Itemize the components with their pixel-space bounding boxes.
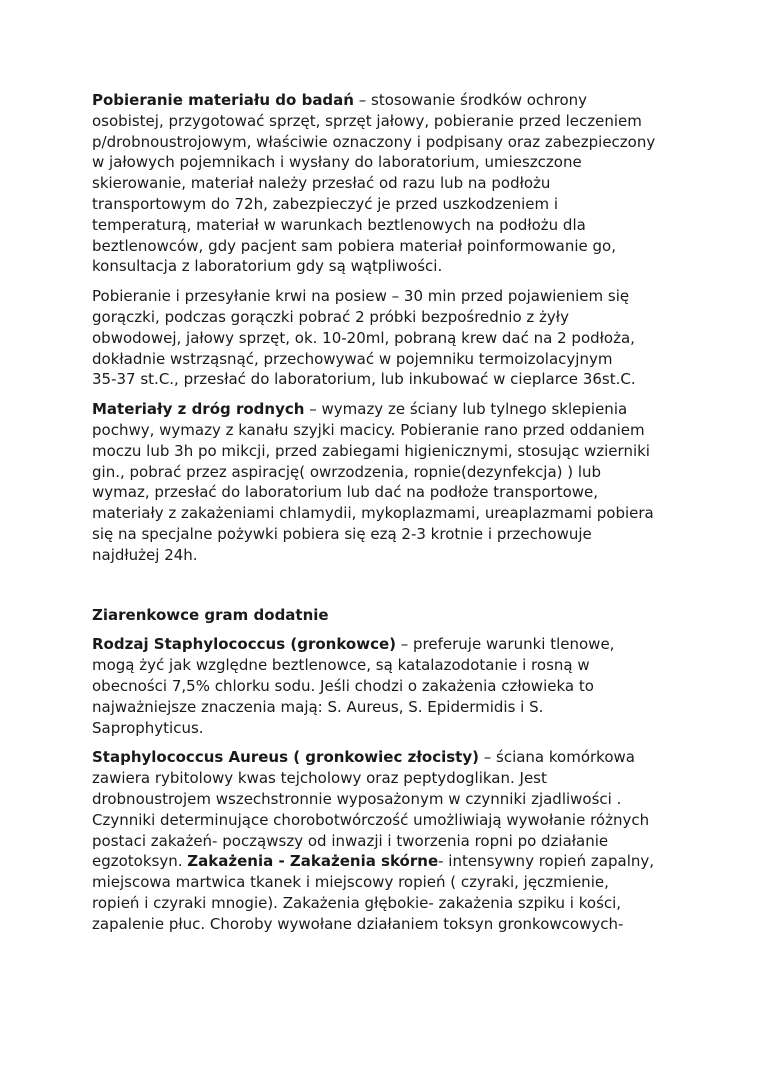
text-run: osobistej, przygotować sprzęt, sprzęt jałowy, pobieranie przed leczeniem <box>92 111 642 130</box>
text-run: – ściana komórkowa <box>478 748 635 767</box>
text-line <box>92 194 682 215</box>
bold-term: Pobieranie materiału do badań <box>92 91 354 109</box>
text-line <box>92 420 682 441</box>
text-run: – stosowanie środków ochrony <box>353 91 588 109</box>
text-run: gin., pobrać przez aspirację( owrzodzenia, ropnie(dezynfekcja) ) lub <box>92 462 602 481</box>
section-specimen-collection <box>92 90 682 566</box>
text-run: p/drobnoustrojowym, właściwie oznaczony i podpisany oraz zabezpieczony <box>92 132 656 151</box>
text-line <box>92 914 682 935</box>
bold-term: Staphylococcus Aureus ( gronkowiec złocisty) <box>92 748 479 767</box>
text-run: pochwy, wymazy z kanału szyjki macicy. Pobieranie rano przed oddaniem <box>92 420 645 439</box>
text-line <box>92 503 682 524</box>
text-run: materiały z zakażeniami chlamydii, mykoplazmami, ureaplazmami pobiera <box>92 504 654 523</box>
text-line <box>92 349 682 370</box>
text-run: konsultacja z laboratorium gdy są wątpliwości. <box>92 257 443 276</box>
text-run: Pobieranie i przesyłanie krwi na posiew – 30 min przed pojawieniem się <box>92 287 630 306</box>
text-line <box>92 831 682 852</box>
text-line <box>92 132 682 153</box>
text-line <box>92 789 682 810</box>
text-run: mogą żyć jak względne beztlenowce, są katalazodotanie i rosną w <box>92 656 590 675</box>
text-run: najważniejsze znaczenia mają: S. Aureus, S. Epidermidis i S. <box>92 697 544 716</box>
text-line <box>92 369 682 390</box>
text-run: - intensywny ropień zapalny, <box>438 852 655 871</box>
text-run: w jałowych pojemnikach i wysłany do laboratorium, umieszczone <box>92 153 582 172</box>
bold-term: Materiały z dróg rodnych <box>92 400 305 419</box>
text-line <box>92 286 682 307</box>
text-run: temperaturą, materiał w warunkach beztlenowych na podłożu dla <box>92 215 586 234</box>
text-run: egzotoksyn. <box>92 852 188 871</box>
text-run: miejscowa martwica tkanek i miejscowy ropień ( czyraki, jęczmienie, <box>92 873 609 892</box>
paragraph-materialy-drog-rodnych <box>92 399 682 565</box>
text-line <box>92 872 682 893</box>
text-line <box>92 810 682 831</box>
text-line <box>92 524 682 545</box>
text-line <box>92 441 682 462</box>
text-line <box>92 307 682 328</box>
text-line <box>92 256 682 277</box>
paragraph-staphylococcus-aureus <box>92 747 682 934</box>
text-run: dokładnie wstrząsnąć, przechowywać w pojemniku termoizolacyjnym <box>92 349 613 368</box>
text-run: moczu lub 3h po mikcji, przed zabiegami higienicznymi, stosując wzierniki <box>92 441 650 460</box>
text-run: Czynniki determinujące chorobotwórczość umożliwiają wywołanie różnych <box>92 810 650 829</box>
bold-term: Rodzaj Staphylococcus (gronkowce) <box>92 635 396 654</box>
text-run: – preferuje warunki tlenowe, <box>395 635 615 654</box>
text-line <box>92 768 682 789</box>
text-run: wymaz, przesłać do laboratorium lub dać na podłoże transportowe, <box>92 483 599 502</box>
text-run: obwodowej, jałowy sprzęt, ok. 10-20ml, pobraną krew dać na 2 podłoża, <box>92 328 635 347</box>
text-line <box>92 328 682 349</box>
text-run: skierowanie, materiał należy przesłać od razu lub na podłożu <box>92 174 551 193</box>
paragraph-pobieranie-materialu <box>92 90 682 277</box>
text-run: transportowym do 72h, zabezpieczyć je przed uszkodzeniem i <box>92 194 559 213</box>
section-gram-positive-cocci <box>92 634 682 934</box>
text-run: drobnoustrojem wszechstronnie wyposażonym w czynniki zjadliwości . <box>92 789 622 808</box>
text-line <box>92 482 682 503</box>
text-run: ropień i czyraki mnogie). Zakażenia głębokie- zakażenia szpiku i kości, <box>92 893 622 912</box>
text-run: Saprophyticus. <box>92 718 204 737</box>
section-heading: Ziarenkowce gram dodatnie <box>92 605 329 624</box>
text-line <box>92 90 682 111</box>
text-line <box>92 851 682 872</box>
text-line <box>92 215 682 236</box>
text-line <box>92 634 682 655</box>
text-run: – wymazy ze ściany lub tylnego sklepienia <box>304 400 628 419</box>
document-page <box>92 90 682 943</box>
text-line <box>92 111 682 132</box>
bold-term: Zakażenia - Zakażenia skórne <box>187 852 439 871</box>
text-line <box>92 545 682 566</box>
text-line <box>92 462 682 483</box>
text-run: obecności 7,5% chlorku sodu. Jeśli chodzi o zakażenia człowieka to <box>92 676 594 695</box>
text-line <box>92 747 682 768</box>
text-run: 35-37 st.C., przesłać do laboratorium, lub inkubować w cieplarce 36st.C. <box>92 370 636 389</box>
text-run: postaci zakażeń- począwszy od inwazji i tworzenia ropni po działanie <box>92 831 609 850</box>
text-line <box>92 152 682 173</box>
text-line <box>92 676 682 697</box>
text-run: najdłużej 24h. <box>92 545 198 564</box>
text-line <box>92 655 682 676</box>
paragraph-pobieranie-krwi <box>92 286 682 390</box>
text-line <box>92 697 682 718</box>
text-run: gorączki, podczas gorączki pobrać 2 próbki bezpośrednio z żyły <box>92 307 569 326</box>
text-run: się na specjalne pożywki pobiera się ezą 2-3 krotnie i przechowuje <box>92 524 592 543</box>
text-line <box>92 718 682 739</box>
text-run: beztlenowców, gdy pacjent sam pobiera materiał poinformowanie go, <box>92 236 617 255</box>
paragraph-rodzaj-staphylococcus <box>92 634 682 738</box>
text-line <box>92 399 682 420</box>
text-run: zawiera rybitolowy kwas tejcholowy oraz peptydoglikan. Jest <box>92 769 547 788</box>
text-line <box>92 893 682 914</box>
text-run: zapalenie płuc. Choroby wywołane działaniem toksyn gronkowcowych- <box>92 914 624 933</box>
text-line <box>92 236 682 257</box>
text-line <box>92 173 682 194</box>
